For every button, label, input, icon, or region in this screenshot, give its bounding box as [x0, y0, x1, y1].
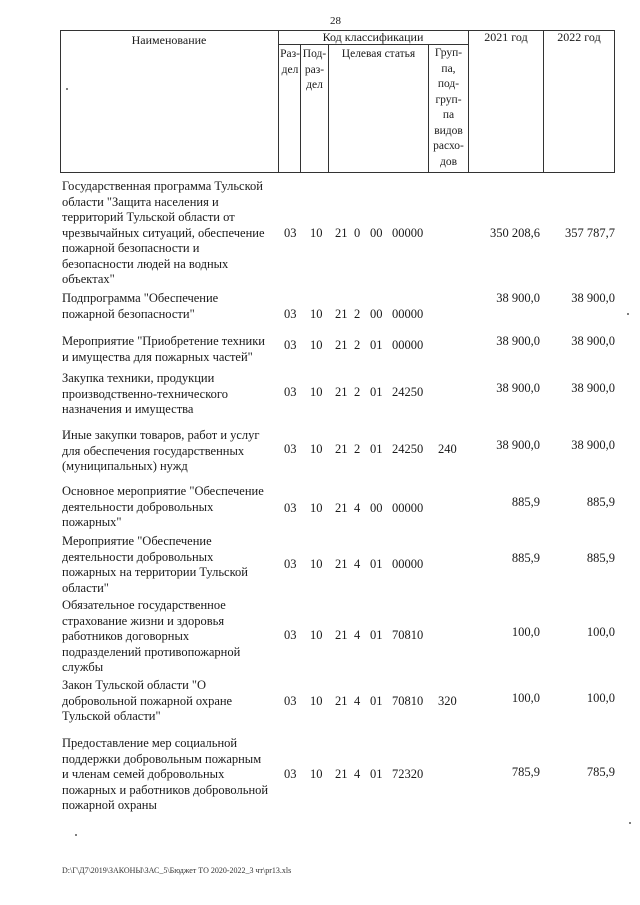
row-section: 03	[284, 338, 297, 352]
row-section: 03	[284, 226, 297, 240]
row-name: Мероприятие "Обеспечение деятельности добровольных пожарных на территории Тульской области"	[62, 534, 248, 595]
row-value-2021: 885,9	[511, 495, 540, 509]
row-subsection: 10	[310, 767, 323, 781]
row-section: 03	[284, 694, 297, 708]
row-target-subprogram: 4	[354, 501, 361, 515]
row-target-direction: 70810	[392, 628, 424, 642]
row-name: Мероприятие "Приобретение техники и имущества для пожарных частей"	[62, 334, 265, 364]
row-target-program: 21	[335, 442, 348, 456]
row-target-direction: 72320	[392, 767, 424, 781]
row-target-event: 01	[370, 338, 383, 352]
row-value-2022: 38 900,0	[571, 438, 615, 452]
row-section: 03	[284, 628, 297, 642]
row-subsection: 10	[310, 501, 323, 515]
row-target-subprogram: 2	[354, 307, 361, 321]
row-target-direction: 00000	[392, 338, 424, 352]
row-target-program: 21	[335, 385, 348, 399]
scan-speck	[627, 313, 629, 315]
row-group: 240	[438, 442, 457, 456]
row-target-direction: 24250	[392, 442, 424, 456]
row-value-2022: 38 900,0	[571, 291, 615, 305]
row-name: Подпрограмма "Обеспечение пожарной безопасности"	[62, 291, 219, 321]
header-year-2021: 2021 год	[484, 30, 528, 44]
row-target-event: 01	[370, 557, 383, 571]
row-value-2021: 100,0	[511, 691, 540, 705]
row-target-subprogram: 4	[354, 694, 361, 708]
row-name: Предоставление мер социальной поддержки добровольным пожарным и членам семей добровольных пожарных и работников добровольной пожарной охраны	[62, 736, 269, 812]
row-name: Иные закупки товаров, работ и услуг для обеспечения государственных (муниципальных) нужд	[62, 428, 260, 473]
scan-speck	[629, 822, 631, 824]
row-target-subprogram: 2	[354, 442, 361, 456]
row-section: 03	[284, 501, 297, 515]
row-value-2021: 350 208,6	[490, 226, 540, 240]
row-value-2022: 100,0	[586, 625, 615, 639]
row-target-direction: 00000	[392, 226, 424, 240]
header-group: Груп- па, под- груп- па видов расхо- дов	[433, 47, 464, 168]
row-target-program: 21	[335, 767, 348, 781]
header-target: Целевая статья	[341, 48, 416, 60]
row-subsection: 10	[310, 338, 323, 352]
row-name: Основное мероприятие "Обеспечение деятельности добровольных пожарных"	[62, 484, 264, 529]
row-value-2022: 885,9	[586, 551, 615, 565]
row-value-2021: 38 900,0	[496, 438, 540, 452]
row-value-2022: 785,9	[586, 765, 615, 779]
row-target-event: 00	[370, 501, 383, 515]
row-target-event: 00	[370, 307, 383, 321]
header-section: Раз- дел	[280, 48, 300, 76]
row-target-event: 01	[370, 385, 383, 399]
row-target-direction: 24250	[392, 385, 424, 399]
row-target-subprogram: 4	[354, 628, 361, 642]
row-name: Обязательное государственное страхование жизни и здоровья работников договорных подразделений противопожарной службы	[62, 598, 241, 674]
row-target-event: 01	[370, 694, 383, 708]
row-section: 03	[284, 767, 297, 781]
row-section: 03	[284, 307, 297, 321]
row-section: 03	[284, 385, 297, 399]
row-value-2022: 885,9	[586, 495, 615, 509]
row-target-program: 21	[335, 694, 348, 708]
scan-speck	[75, 834, 77, 836]
row-value-2021: 100,0	[511, 625, 540, 639]
row-subsection: 10	[310, 557, 323, 571]
row-name: Закупка техники, продукции производственно-технического назначения и имущества	[62, 371, 228, 416]
row-subsection: 10	[310, 385, 323, 399]
row-value-2021: 885,9	[511, 551, 540, 565]
row-subsection: 10	[310, 307, 323, 321]
header-name: Наименование	[131, 33, 207, 47]
header-subsection: Под- раз- дел	[302, 48, 327, 91]
row-target-event: 00	[370, 226, 383, 240]
row-target-program: 21	[335, 338, 348, 352]
row-subsection: 10	[310, 628, 323, 642]
scan-speck	[66, 88, 68, 90]
row-target-program: 21	[335, 628, 348, 642]
row-target-subprogram: 4	[354, 767, 361, 781]
row-target-subprogram: 2	[354, 338, 361, 352]
row-subsection: 10	[310, 226, 323, 240]
row-target-direction: 70810	[392, 694, 424, 708]
row-subsection: 10	[310, 694, 323, 708]
header-year-2022: 2022 год	[557, 30, 601, 44]
header-code-group: Код классификации	[322, 30, 424, 44]
row-name: Государственная программа Тульской области "Защита населения и территорий Тульской области от чрезвычайных ситуаций, обеспечение пожарной безопасности и безопасности людей на водных объектах"	[62, 179, 265, 286]
row-target-direction: 00000	[392, 557, 424, 571]
row-target-event: 01	[370, 442, 383, 456]
row-value-2022: 357 787,7	[565, 226, 615, 240]
row-value-2021: 38 900,0	[496, 334, 540, 348]
row-target-event: 01	[370, 628, 383, 642]
row-target-direction: 00000	[392, 307, 424, 321]
row-target-subprogram: 4	[354, 557, 361, 571]
row-target-program: 21	[335, 307, 348, 321]
row-target-subprogram: 2	[354, 385, 361, 399]
row-group: 320	[438, 694, 457, 708]
row-target-subprogram: 0	[354, 226, 361, 240]
row-value-2022: 38 900,0	[571, 334, 615, 348]
row-target-direction: 00000	[392, 501, 424, 515]
page-number: 28	[330, 15, 341, 27]
row-section: 03	[284, 442, 297, 456]
row-target-program: 21	[335, 226, 348, 240]
row-value-2021: 785,9	[511, 765, 540, 779]
row-name: Закон Тульской области "О добровольной пожарной охране Тульской области"	[62, 678, 233, 723]
row-target-program: 21	[335, 501, 348, 515]
row-target-program: 21	[335, 557, 348, 571]
row-value-2021: 38 900,0	[496, 381, 540, 395]
row-subsection: 10	[310, 442, 323, 456]
file-path-footer: D:\Г\Д7\2019\ЗАКОНЫ\ЗАС_5\Бюджет ТО 2020-2022_3 чт\pr13.xls	[62, 866, 292, 875]
row-target-event: 01	[370, 767, 383, 781]
row-value-2022: 100,0	[586, 691, 615, 705]
row-value-2022: 38 900,0	[571, 381, 615, 395]
row-value-2021: 38 900,0	[496, 291, 540, 305]
row-section: 03	[284, 557, 297, 571]
